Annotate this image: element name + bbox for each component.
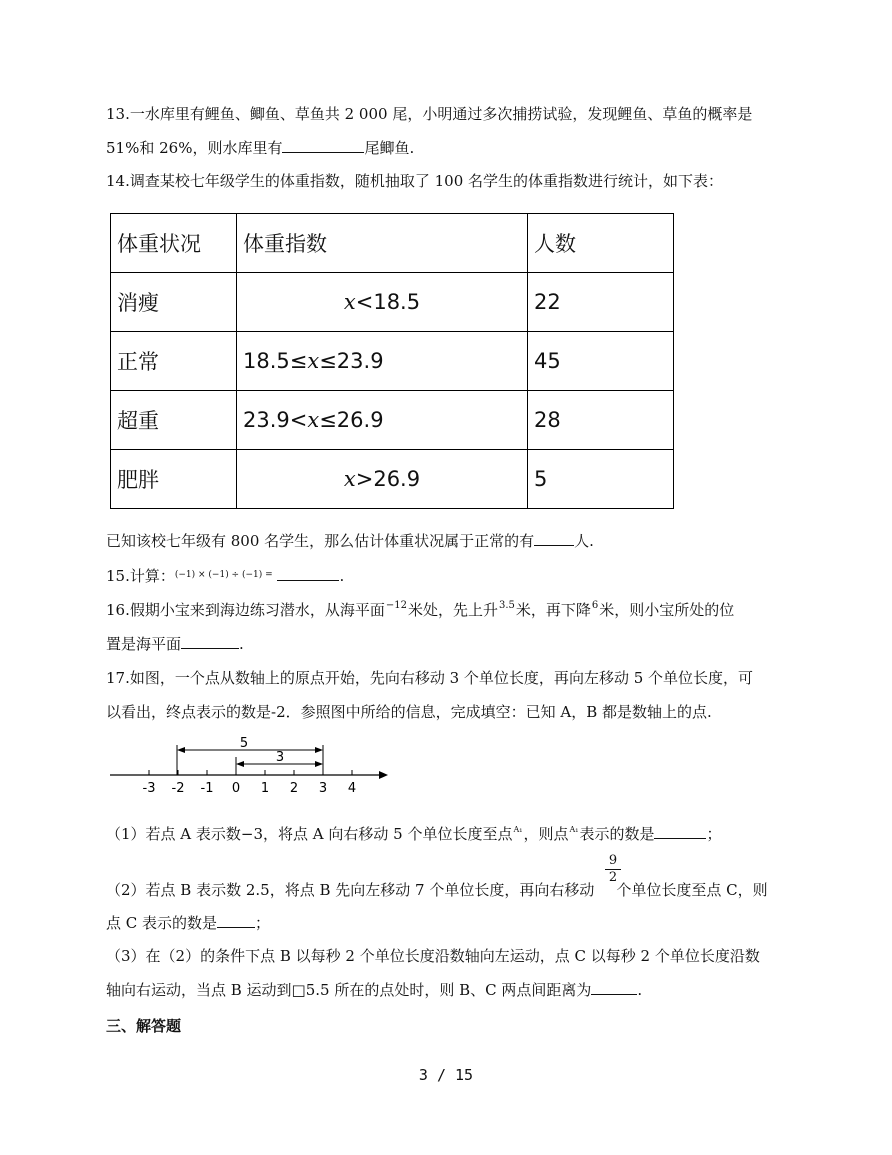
q13-line2: [106, 138, 414, 158]
count-cell: 22: [528, 273, 674, 332]
q14-after-text-a: 已知该校七年级有 800 名学生，那么估计体重状况属于正常的有: [106, 532, 535, 550]
section-title: 三、解答题: [106, 1017, 182, 1035]
page-number: 3 / 15: [418, 1066, 474, 1084]
q17-p2-text-d: ；: [255, 914, 271, 932]
q17-p2-text-c: 点 C 表示的数是: [106, 914, 218, 932]
count-cell: 5: [528, 450, 674, 509]
q17-p2-text-b: 个单位长度至点 C，则: [616, 881, 768, 899]
table-header-cell: 人数: [528, 214, 674, 273]
q17-p2-text-a: （2）若点 B 表示数 2.5，将点 B 先向左移动 7 个单位长度，再向右移动: [106, 881, 595, 899]
table-row: [111, 273, 674, 332]
table-row: [111, 391, 674, 450]
q15-expression: (−1) × (−1) ÷ (−1) =: [174, 570, 273, 580]
q17-p2-answer-blank[interactable]: [217, 913, 255, 928]
arrow-short-head-right: [315, 761, 323, 767]
q17-p1-text-d: ；: [706, 825, 722, 843]
q17-p3-text-a: 轴向右运动，当点 B 运动到□5.5 所在的点处时，则 B、C 两点间距离为: [106, 981, 592, 999]
number-line-diagram: [106, 735, 396, 800]
q15-prefix: 15.计算：: [106, 567, 175, 585]
q15-answer-blank[interactable]: [277, 566, 339, 581]
status-cell: 正常: [111, 332, 237, 391]
table-header-cell: 体重指数: [237, 214, 528, 273]
point-a1-symbol: A₁: [513, 825, 523, 834]
status-cell: 超重: [111, 391, 237, 450]
axis-tick-label: 0: [231, 781, 241, 796]
q17-p1-text-a: （1）若点 A 表示数−3，将点 A 向右移动 5 个单位长度至点: [106, 825, 513, 843]
arrow-short-head-left: [236, 761, 244, 767]
bmi-table: [110, 213, 674, 509]
count-cell: 28: [528, 391, 674, 450]
point-a1-symbol: A₁: [569, 825, 579, 834]
q17-part3-line2: [106, 980, 642, 1000]
q16-text-a: 16.假期小宝来到海边练习潜水，从海平面: [106, 601, 385, 619]
axis-tick-label: 1: [260, 781, 270, 796]
q16-value-depth: −12: [385, 600, 407, 611]
index-post: ≤23.9: [319, 349, 384, 373]
index-var: x: [343, 467, 356, 491]
index-var: x: [307, 349, 320, 373]
arrow-long-head-left: [177, 747, 185, 753]
table-header-cell: 体重状况: [111, 214, 237, 273]
q16-line1: [106, 600, 734, 623]
q16-value-drop: 6: [591, 600, 599, 611]
index-cell: [237, 273, 528, 332]
axis-tick-label: -2: [171, 781, 185, 796]
q14-line1: 14.调查某校七年级学生的体重指数，随机抽取了 100 名学生的体重指数进行统计，如下表：: [106, 172, 724, 190]
q13-text-b: 尾鲫鱼.: [364, 139, 415, 157]
q17-part2-line1: [106, 880, 768, 900]
q17-p3-text-b: .: [637, 981, 643, 999]
q17-line2: 以看出，终点表示的数是-2．参照图中所给的信息，完成填空：已知 A，B 都是数轴上的点.: [106, 703, 712, 721]
q16-line2: [106, 634, 244, 654]
table-row: [111, 332, 674, 391]
index-var: x: [343, 290, 356, 314]
q17-part2-line2: [106, 913, 270, 933]
index-cell: [237, 450, 528, 509]
q16-text-c: 米，再下降: [515, 601, 591, 619]
q14-after-line: [106, 531, 594, 551]
status-cell: 肥胖: [111, 450, 237, 509]
q15-suffix: .: [339, 567, 345, 585]
fraction-numerator: 9: [608, 853, 618, 868]
axis-tick-label: 2: [289, 781, 299, 796]
q13-answer-blank[interactable]: [282, 138, 364, 153]
q14-answer-blank[interactable]: [534, 531, 574, 546]
q17-p1-text-c: 表示的数是: [579, 825, 655, 843]
index-post: <18.5: [355, 290, 421, 314]
index-pre: 23.9<: [243, 408, 308, 432]
table-row: [111, 450, 674, 509]
q17-part3-line1: （3）在（2）的条件下点 B 以每秒 2 个单位长度沿数轴向左运动，点 C 以每秒 2 个单位长度沿数: [106, 947, 760, 965]
index-var: x: [307, 408, 320, 432]
q17-p3-answer-blank[interactable]: [591, 980, 637, 995]
axis-tick-label: -3: [142, 781, 156, 796]
q17-p1-text-b: ，则点: [523, 825, 569, 843]
q16-text-e: 置是海平面: [106, 635, 182, 653]
q13-text-a: 51%和 26%，则水库里有: [106, 139, 283, 157]
q15-line: [106, 566, 344, 589]
q17-line1: 17.如图，一个点从数轴上的原点开始，先向右移动 3 个单位长度，再向左移动 5 个单位长度，可: [106, 669, 754, 687]
q16-answer-blank[interactable]: [181, 634, 239, 649]
axis-tick-label: -1: [200, 781, 214, 796]
q13-line1: 13.一水库里有鲤鱼、鲫鱼、草鱼共 2 000 尾，小明通过多次捕捞试验，发现鲤鱼、草鱼的概率是: [106, 105, 753, 123]
q16-text-b: 米处，先上升: [407, 601, 498, 619]
index-pre: 18.5≤: [243, 349, 308, 373]
table-header-row: [111, 214, 674, 273]
q17-p1-answer-blank[interactable]: [654, 824, 706, 839]
count-cell: 45: [528, 332, 674, 391]
q16-value-rise: 3.5: [498, 600, 515, 611]
q14-after-text-b: 人.: [574, 532, 594, 550]
axis-tick-label: 4: [347, 781, 357, 796]
arrow-long-head-right: [315, 747, 323, 753]
arrow-long-label: 5: [239, 736, 249, 751]
q16-text-f: .: [239, 635, 244, 653]
q16-text-d: 米，则小宝所处的位: [599, 601, 735, 619]
axis-arrowhead: [379, 771, 388, 779]
axis-tick-label: 3: [318, 781, 328, 796]
q17-part1: [106, 824, 722, 847]
index-cell: [237, 332, 528, 391]
index-cell: [237, 391, 528, 450]
status-cell: 消瘦: [111, 273, 237, 332]
index-post: >26.9: [355, 467, 421, 491]
fraction-denominator: 2: [605, 869, 621, 886]
arrow-short-label: 3: [275, 750, 285, 765]
index-post: ≤26.9: [319, 408, 384, 432]
